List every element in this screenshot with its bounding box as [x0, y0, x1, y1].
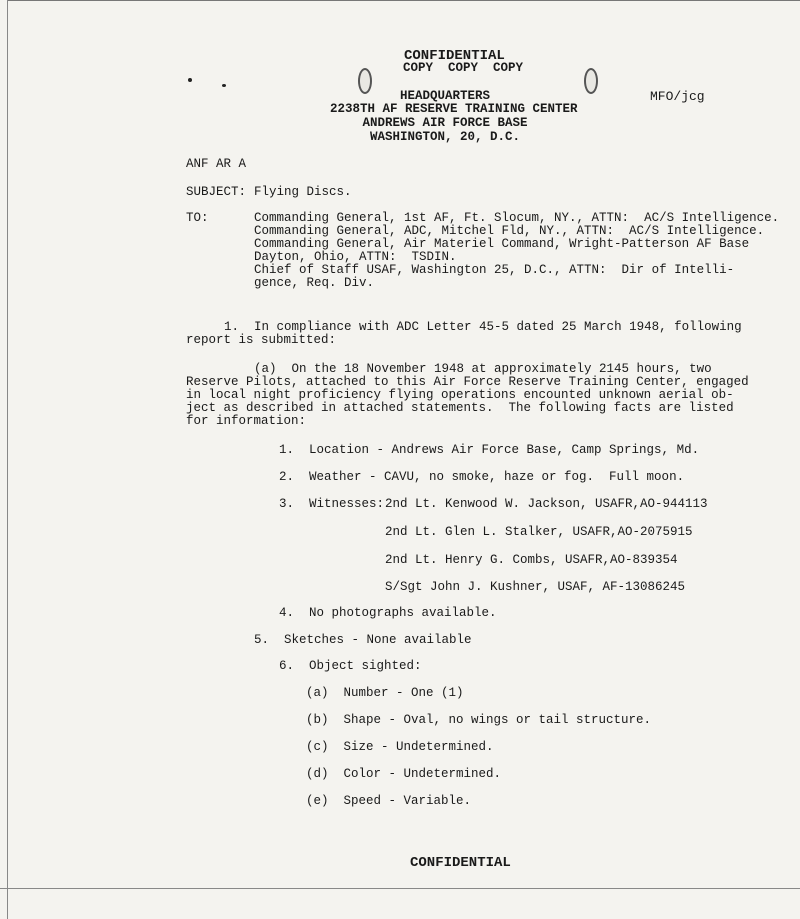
object-detail: (e) Speed - Variable.: [306, 794, 472, 808]
org-city: WASHINGTON, 20, D.C.: [369, 130, 521, 144]
org-headquarters: HEADQUARTERS: [399, 89, 490, 103]
ink-speck-icon: [188, 78, 192, 82]
witness-entry: S/Sgt John J. Kushner, USAF, AF-13086245: [385, 580, 686, 594]
subject-text: Flying Discs.: [254, 185, 352, 199]
object-detail: (b) Shape - Oval, no wings or tail structure.: [306, 713, 652, 727]
to-line: Dayton, Ohio, ATTN: TSDIN.: [254, 250, 457, 264]
para-a-line: (a) On the 18 November 1948 at approximately 2145 hours, two: [254, 362, 712, 376]
subject-label: SUBJECT:: [186, 185, 247, 199]
item-object-sighted: 6. Object sighted:: [279, 659, 422, 673]
to-line: Commanding General, Air Materiel Command, Wright-Patterson AF Base: [254, 237, 750, 251]
witness-entry: 2nd Lt. Henry G. Combs, USAFR,AO-839354: [385, 553, 678, 567]
item-witnesses-label: 3. Witnesses:: [279, 497, 385, 511]
item-sketches: 5. Sketches - None available: [254, 633, 472, 647]
object-detail: (a) Number - One (1): [306, 686, 464, 700]
file-code: ANF AR A: [186, 157, 247, 171]
ink-speck-icon: [222, 84, 226, 87]
to-label: TO:: [186, 211, 209, 225]
item-photographs: 4. No photographs available.: [279, 606, 497, 620]
item-location: 1. Location - Andrews Air Force Base, Camp Springs, Md.: [279, 443, 700, 457]
para1-line: 1. In compliance with ADC Letter 45-5 dated 25 March 1948, following: [224, 320, 742, 334]
para-a-line: for information:: [186, 414, 307, 428]
item-weather: 2. Weather - CAVU, no smoke, haze or fog. Full moon.: [279, 470, 685, 484]
scan-edge-top: [8, 0, 800, 1]
para-a-line: Reserve Pilots, attached to this Air Force Reserve Training Center, engaged: [186, 375, 749, 389]
witness-entry: 2nd Lt. Glen L. Stalker, USAFR,AO-2075915: [385, 525, 693, 539]
punch-hole-right-icon: [584, 68, 598, 94]
object-detail: (d) Color - Undetermined.: [306, 767, 502, 781]
para-a-line: ject as described in attached statements. The following facts are listed: [186, 401, 734, 415]
classification-top: CONFIDENTIAL: [404, 48, 505, 64]
copy-line: COPY COPY COPY: [403, 61, 524, 75]
to-line: Commanding General, 1st AF, Ft. Slocum, NY., ATTN: AC/S Intelligence.: [254, 211, 780, 225]
scan-edge-bottom: [0, 888, 800, 889]
para1-line: report is submitted:: [186, 333, 337, 347]
witness-entry: 2nd Lt. Kenwood W. Jackson, USAFR,AO-944113: [385, 497, 708, 511]
to-line: gence, Req. Div.: [254, 276, 375, 290]
reference-code: MFO/jcg: [650, 89, 705, 104]
org-base: ANDREWS AIR FORCE BASE: [362, 116, 528, 130]
scan-edge-left: [7, 0, 8, 919]
to-line: Commanding General, ADC, Mitchel Fld, NY., ATTN: AC/S Intelligence.: [254, 224, 765, 238]
to-line: Chief of Staff USAF, Washington 25, D.C., ATTN: Dir of Intelli-: [254, 263, 735, 277]
para-a-line: in local night proficiency flying operations encounted unknown aerial ob-: [186, 388, 734, 402]
org-unit: 2238TH AF RESERVE TRAINING CENTER: [330, 102, 578, 116]
classification-bottom: CONFIDENTIAL: [410, 855, 511, 871]
object-detail: (c) Size - Undetermined.: [306, 740, 494, 754]
